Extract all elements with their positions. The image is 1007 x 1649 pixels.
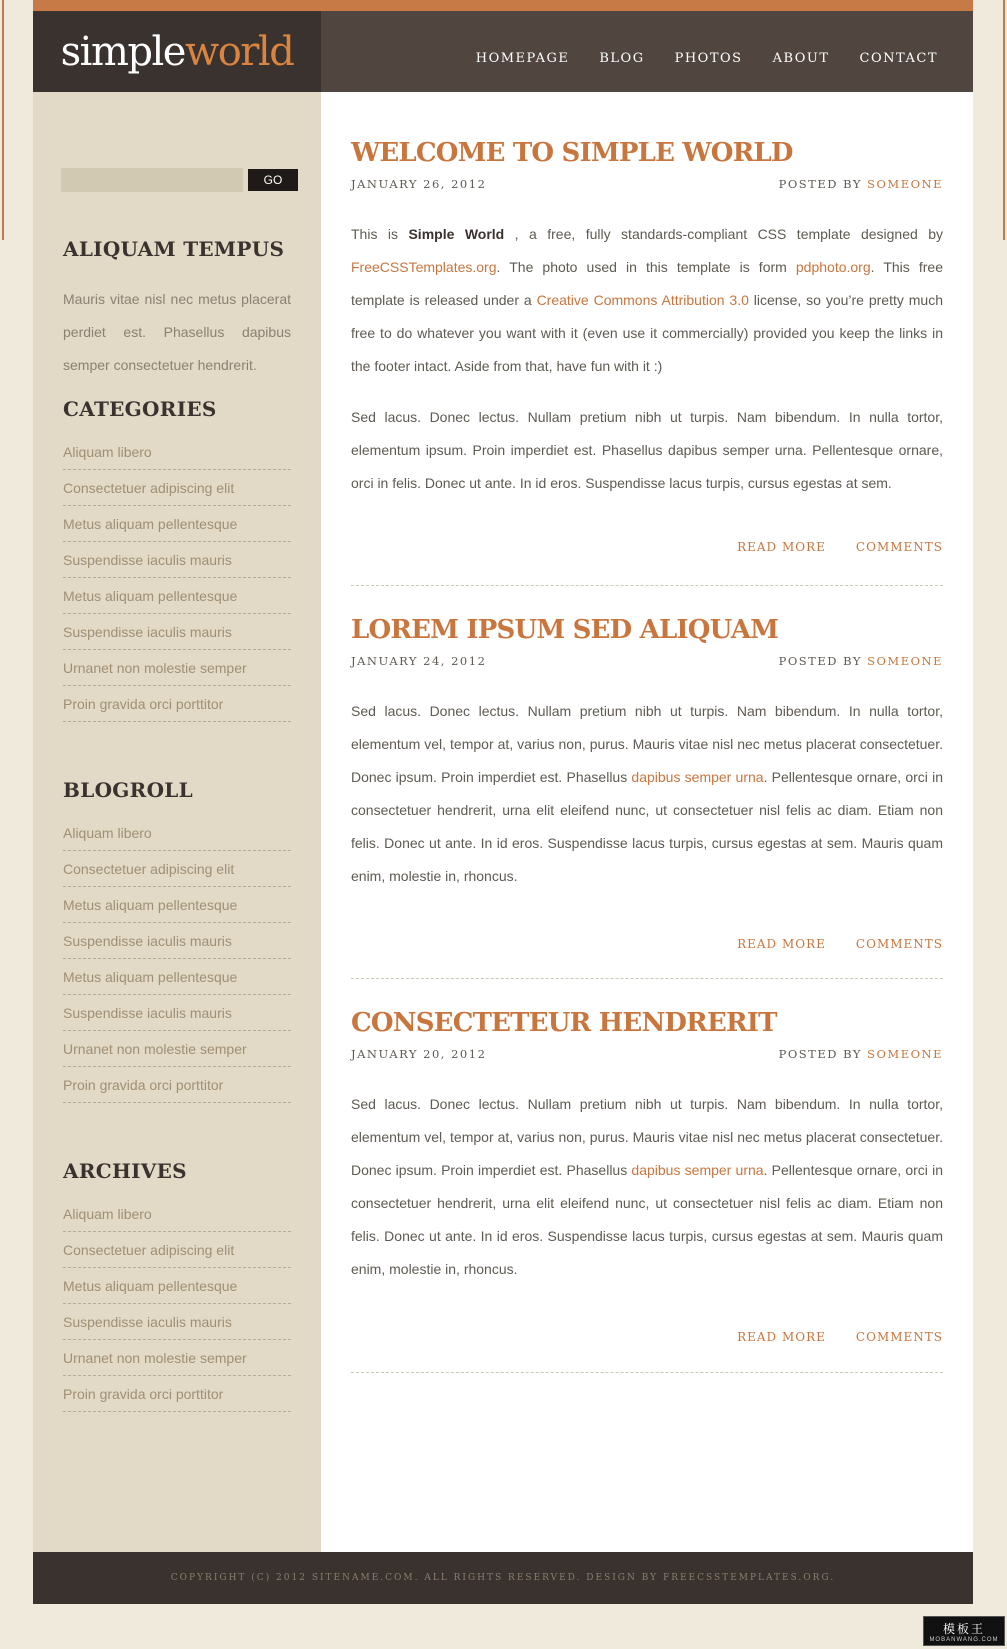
post-paragraph: Sed lacus. Donec lectus. Nullam pretium nibh ut turpis. Nam bibendum. In nulla tortor, elementum ipsum. Proin imperdiet est. Phasellus dapibus semper urna. Pellentesque ornare, orci in felis. Donec ut ante. In id eros. Suspendisse lacus turpis, cursus egestas at sem.	[351, 409, 943, 491]
post-title[interactable]: LOREM IPSUM SED ALIQUAM	[351, 615, 779, 645]
read-more-link[interactable]: READ MORE	[737, 937, 826, 951]
post-author-line	[779, 177, 943, 193]
text-span: Sed lacus. Donec lectus. Nullam pretium nibh ut turpis. Nam bibendum. In nulla tortor, elementum vel, tempor at, varius non, purus. Mauris vitae nisl nec metus placerat consectetuer. Donec ipsum. Proin imperdiet est. Phasellus	[351, 1096, 943, 1178]
page-edge-left	[2, 0, 4, 240]
post-paragraph	[351, 218, 943, 383]
post-date: JANUARY 24, 2012	[351, 654, 487, 668]
text-span: . Pellentesque ornare, orci in consectetuer hendrerit, urna elit eleifend nunc, ut consectetuer nisl felis ac diam. Etiam non felis. Donec ut ante. In id eros. Suspendisse lacus turpis, cursus egestas at sem. Mauris quam enim, molestie in, rhoncus.	[351, 769, 943, 884]
nav-contact[interactable]: CONTACT	[859, 51, 938, 66]
sidebar-categories-block	[63, 397, 291, 722]
logo-part1: simple	[60, 28, 185, 75]
category-item[interactable]: Metus aliquam pellentesque	[63, 506, 291, 542]
blogroll-item[interactable]: Proin gravida orci porttitor	[63, 1067, 291, 1103]
post-meta	[351, 1047, 943, 1063]
blogroll-item[interactable]: Suspendisse iaculis mauris	[63, 923, 291, 959]
post-separator	[351, 978, 943, 979]
text-span: . The photo used in this template is form	[496, 259, 796, 275]
read-more-link[interactable]: READ MORE	[737, 540, 826, 554]
post-separator	[351, 585, 943, 586]
posted-by-label: POSTED BY	[778, 1047, 862, 1061]
comments-link[interactable]: COMMENTS	[855, 1330, 943, 1344]
text-span: license, so you’re pretty much free to do whatever you want with it (even use it commercially) provided you keep the links in the footer intact. Aside from that, have fun with it :)	[351, 292, 943, 374]
posted-by-label: POSTED BY	[778, 177, 862, 191]
link-dapibus[interactable]: dapibus semper urna	[631, 1162, 764, 1178]
sidebar-categories-title: CATEGORIES	[63, 397, 217, 421]
post-meta	[351, 654, 943, 670]
post	[351, 615, 943, 951]
post	[351, 138, 943, 554]
read-more-link[interactable]: READ MORE	[737, 1330, 826, 1344]
page-edge-right	[1003, 0, 1005, 240]
footer	[33, 1552, 973, 1604]
posted-by-label: POSTED BY	[778, 654, 862, 668]
text-span: . This free template is released under a	[351, 259, 943, 308]
nav-photos[interactable]: PHOTOS	[674, 51, 743, 66]
logo-part2: world	[184, 28, 294, 75]
category-item[interactable]: Urnanet non molestie semper	[63, 650, 291, 686]
post-paragraph	[351, 695, 943, 893]
post-author[interactable]: SOMEONE	[867, 1047, 943, 1061]
text-span: Sed lacus. Donec lectus. Nullam pretium nibh ut turpis. Nam bibendum. In nulla tortor, elementum vel, tempor at, varius non, purus. Mauris vitae nisl nec metus placerat consectetuer. Donec ipsum. Proin imperdiet est. Phasellus	[351, 703, 943, 785]
text-span: This is	[351, 226, 409, 242]
post-links	[351, 1330, 943, 1344]
search-go-button[interactable]: GO	[248, 169, 298, 191]
post-author-line	[779, 654, 943, 670]
nav-blog[interactable]: BLOG	[599, 51, 645, 66]
link-pdphoto[interactable]: pdphoto.org	[795, 259, 871, 275]
search-form	[61, 168, 298, 192]
archive-item[interactable]: Proin gravida orci porttitor	[63, 1376, 291, 1412]
category-item[interactable]: Suspendisse iaculis mauris	[63, 614, 291, 650]
archive-item[interactable]: Aliquam libero	[63, 1201, 291, 1232]
sidebar-blogroll-block	[63, 778, 291, 1103]
post-body	[351, 695, 943, 893]
post-date: JANUARY 20, 2012	[351, 1047, 487, 1061]
nav-homepage[interactable]: HOMEPAGE	[475, 51, 570, 66]
main-nav	[321, 11, 973, 92]
post-date: JANUARY 26, 2012	[351, 177, 487, 191]
post-body	[351, 1088, 943, 1286]
sidebar-archives-title: ARCHIVES	[63, 1159, 187, 1183]
post-meta	[351, 177, 943, 193]
watermark-line2: MOBANWANG.COM	[929, 1636, 999, 1643]
nav-about[interactable]: ABOUT	[772, 51, 830, 66]
top-accent-bar	[33, 0, 973, 11]
blogroll-item[interactable]: Urnanet non molestie semper	[63, 1031, 291, 1067]
post-author-line	[779, 1047, 943, 1063]
archive-item[interactable]: Urnanet non molestie semper	[63, 1340, 291, 1376]
category-item[interactable]: Proin gravida orci porttitor	[63, 686, 291, 722]
blogroll-item[interactable]: Metus aliquam pellentesque	[63, 887, 291, 923]
watermark-badge	[923, 1616, 1005, 1646]
text-span: . Pellentesque ornare, orci in consectetuer hendrerit, urna elit eleifend nunc, ut consectetuer nisl felis ac diam. Etiam non felis. Donec ut ante. In id eros. Suspendisse lacus turpis, cursus egestas at sem. Mauris quam enim, molestie in, rhoncus.	[351, 1162, 943, 1277]
sidebar-aliquam-block	[63, 237, 291, 382]
link-dapibus[interactable]: dapibus semper urna	[631, 769, 764, 785]
archives-list	[63, 1201, 291, 1412]
watermark-line1: 模板王	[942, 1621, 985, 1636]
link-freecsstemplates[interactable]: FreeCSSTemplates.org	[351, 259, 497, 275]
archive-item[interactable]: Metus aliquam pellentesque	[63, 1268, 291, 1304]
sidebar-blogroll-title: BLOGROLL	[63, 778, 194, 802]
category-item[interactable]: Suspendisse iaculis mauris	[63, 542, 291, 578]
link-creative-commons[interactable]: Creative Commons Attribution 3.0	[536, 292, 749, 308]
post	[351, 1008, 943, 1344]
category-item[interactable]: Aliquam libero	[63, 439, 291, 470]
comments-link[interactable]: COMMENTS	[855, 540, 943, 554]
post-title[interactable]: WELCOME TO SIMPLE WORLD	[351, 138, 793, 168]
search-input[interactable]	[61, 168, 243, 192]
categories-list	[63, 439, 291, 722]
post-separator	[351, 1372, 943, 1373]
sidebar	[33, 92, 321, 1552]
sidebar-archives-block	[63, 1159, 291, 1412]
post-title[interactable]: CONSECTETEUR HENDRERIT	[351, 1008, 777, 1038]
logo-area	[33, 11, 321, 92]
post-paragraph	[351, 1088, 943, 1286]
post-body	[351, 218, 943, 500]
category-item[interactable]: Consectetuer adipiscing elit	[63, 470, 291, 506]
main-content	[321, 92, 973, 1552]
comments-link[interactable]: COMMENTS	[855, 937, 943, 951]
sidebar-aliquam-title: ALIQUAM TEMPUS	[63, 237, 285, 261]
post-links	[351, 937, 943, 951]
archive-item[interactable]: Consectetuer adipiscing elit	[63, 1232, 291, 1268]
post-author[interactable]: SOMEONE	[867, 654, 943, 668]
blogroll-item[interactable]: Consectetuer adipiscing elit	[63, 851, 291, 887]
post-links	[351, 540, 943, 554]
sidebar-aliquam-text: Mauris vitae nisl nec metus placerat perdiet est. Phasellus dapibus semper consectetuer hendrerit.	[63, 291, 291, 373]
page-wrapper	[33, 0, 973, 1604]
bold-text: Simple World	[408, 226, 505, 242]
category-item[interactable]: Metus aliquam pellentesque	[63, 578, 291, 614]
blogroll-item[interactable]: Suspendisse iaculis mauris	[63, 995, 291, 1031]
archive-item[interactable]: Suspendisse iaculis mauris	[63, 1304, 291, 1340]
post-author[interactable]: SOMEONE	[867, 177, 943, 191]
text-span: , a free, fully standards-compliant CSS template designed by	[504, 226, 944, 242]
blogroll-item[interactable]: Aliquam libero	[63, 820, 291, 851]
blogroll-list	[63, 820, 291, 1103]
blogroll-item[interactable]: Metus aliquam pellentesque	[63, 959, 291, 995]
site-logo[interactable]	[61, 29, 294, 75]
footer-copyright: COPYRIGHT (C) 2012 SITENAME.COM. ALL RIGHTS RESERVED. DESIGN BY FREECSSTEMPLATES.ORG.	[170, 1573, 836, 1583]
